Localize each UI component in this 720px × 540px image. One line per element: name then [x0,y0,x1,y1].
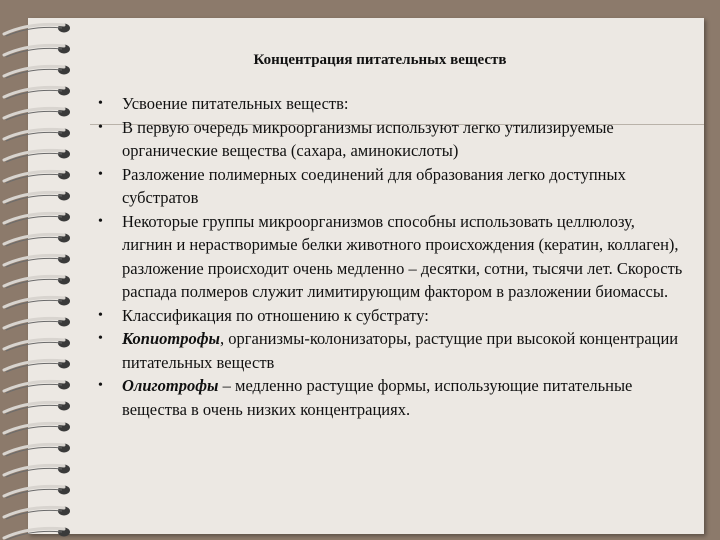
binding-wire [4,192,64,202]
item-text: Классификация по отношению к субстрату: [122,305,429,325]
binding-wire [4,423,64,433]
bullet-list [96,92,686,421]
term-oligotrophs: Олиготрофы [122,376,219,395]
binding-wire [4,24,64,34]
binding-wire [4,381,64,391]
item-text: Некоторые группы микроорганизмов способны использовать целлюлозу, лигнин и нерастворимые белки животного происхождения (кератин, коллаген), разложение происходит очень медленно – десятки, сотни, тысячи лет. Скорость распада полмеров служит лимитирующим фактором в разложении биомассы. [122,211,683,301]
list-item [96,210,686,304]
binding-wire [4,171,64,181]
binding-wire [4,45,64,55]
bullet-icon: • [98,331,103,346]
binding-wire [4,150,64,160]
item-text: В первую очередь микроорганизмы используют легко утилизируемые органические вещества (сахара, аминокислоты) [122,117,614,160]
binding-wire [4,486,64,496]
term-copiotrophs: Копиотрофы [122,329,221,348]
bullet-icon: • [98,378,103,393]
binding-wire [4,444,64,454]
bullet-icon: • [98,166,103,182]
binding-wire [4,255,64,265]
binding-wire [4,318,64,328]
binding-wire [4,360,64,370]
binding-wire [4,108,64,118]
item-text: Усвоение питательных веществ: [122,94,349,113]
item-text: , организмы-колонизаторы, растущие при высокой концентрации питательных веществ [122,329,679,372]
bullet-icon: • [98,119,103,135]
bullet-icon: • [98,307,103,323]
item-text: Разложение полимерных соединений для образования легко доступных субстратов [122,164,626,207]
spiral-binding-icon [0,0,80,540]
binding-wire [4,129,64,139]
binding-wire [4,276,64,286]
binding-wire [4,507,64,517]
list-item [96,374,686,421]
binding-wire [4,66,64,76]
list-item [96,92,686,116]
list-item [96,163,686,210]
item-text: – медленно растущие формы, использующие питательные вещества в очень низких концентрациях. [122,376,633,419]
binding-wire [4,87,64,97]
binding-wire [4,528,64,538]
binding-wire [4,213,64,223]
binding-wire [4,297,64,307]
list-item [96,304,686,328]
binding-wire [4,465,64,475]
bullet-icon: • [98,96,103,111]
list-item [96,116,686,163]
binding-wire [4,402,64,412]
binding-wire [4,339,64,349]
bullet-icon: • [98,213,103,229]
list-item [96,327,686,374]
binding-wire [4,234,64,244]
slide-title: Концентрация питательных веществ [253,52,507,68]
